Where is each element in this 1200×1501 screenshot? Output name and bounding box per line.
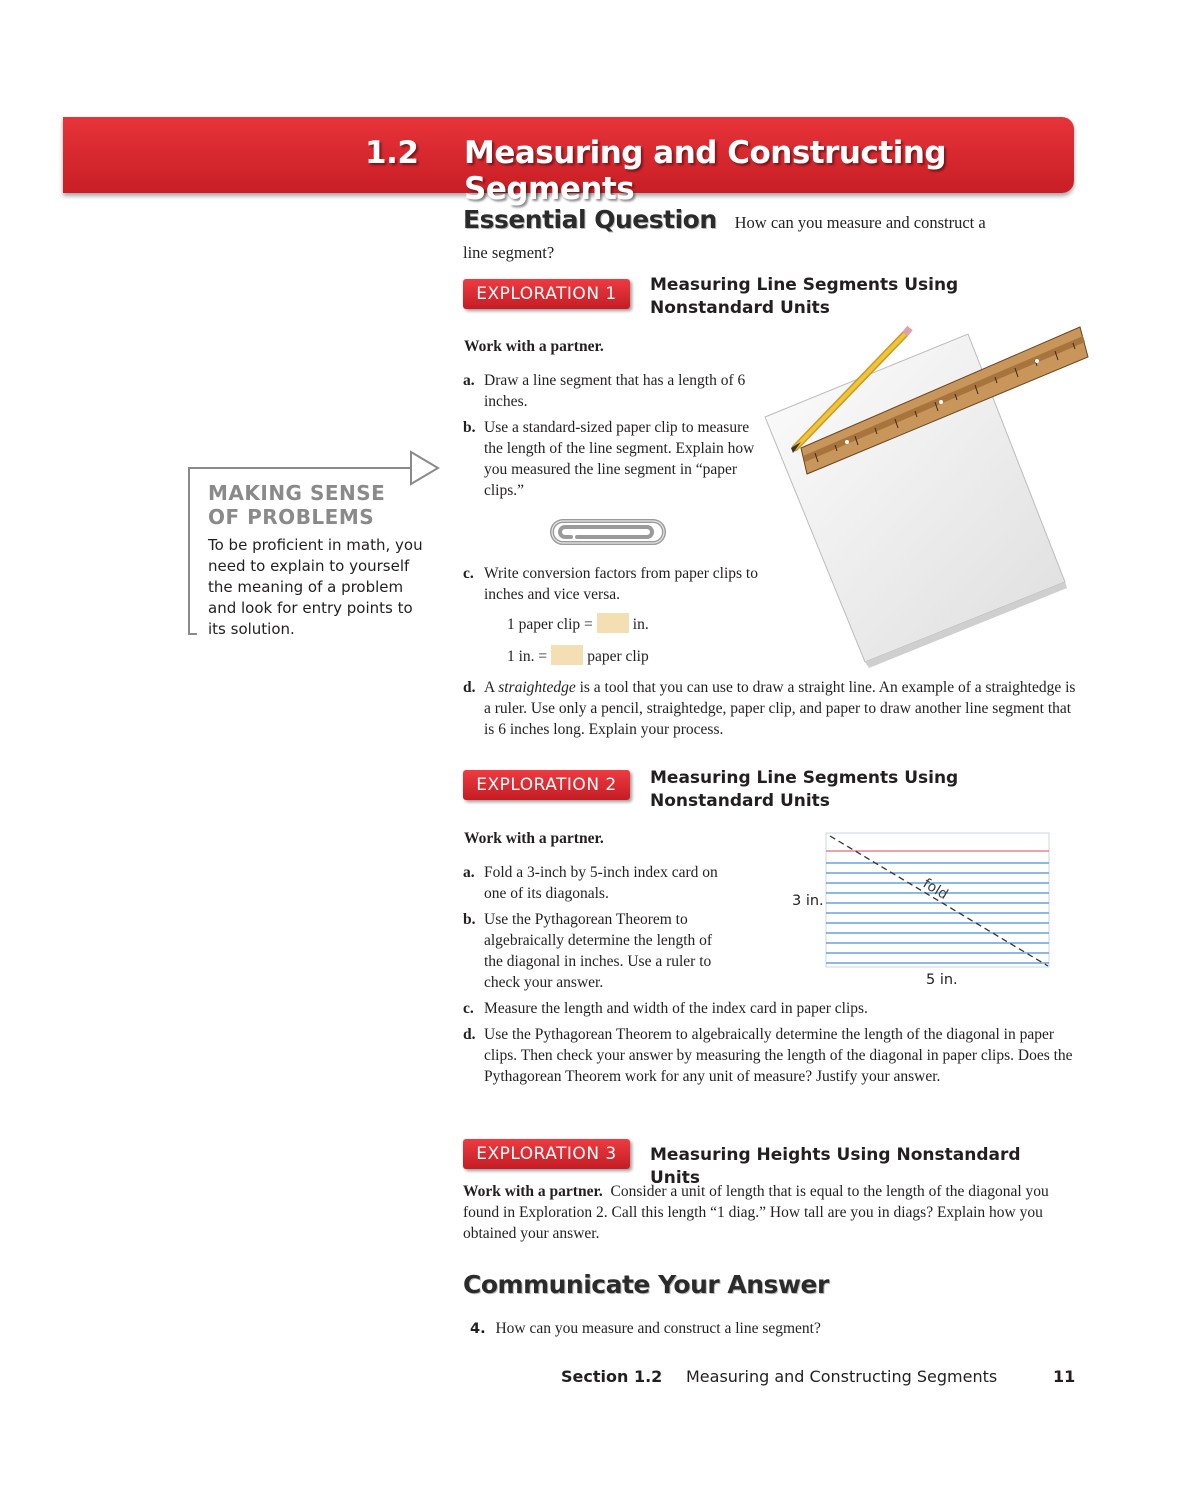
making-sense-title: MAKING SENSE OF PROBLEMS xyxy=(208,481,386,529)
page-number: 11 xyxy=(1053,1367,1076,1386)
exploration-1-work-label: Work with a partner. xyxy=(464,338,604,355)
question-4 xyxy=(470,1318,821,1340)
exploration-2-item-b: b. Use the Pythagorean Theorem to algebraically determine the length of the diagonal in inches. Use a ruler to check your answer. xyxy=(463,911,713,991)
paper-ruler-pencil-image xyxy=(755,322,1090,670)
conversion-row-2: 1 in. = paper clip xyxy=(507,645,649,667)
essential-question-label: Essential Question xyxy=(463,205,717,234)
card-height-label: 3 in. xyxy=(792,893,824,909)
exploration-1-badge: EXPLORATION 1 xyxy=(463,279,630,309)
exploration-3-text: Consider a unit of length that is equal to the length of the diagonal you found in Exploration 2. Call this length “1 diag.” How tall are you in diags? Explain how you obtained your answer. xyxy=(463,1183,1049,1242)
exploration-2-badge: EXPLORATION 2 xyxy=(463,770,630,800)
exploration-3-work-label: Work with a partner. xyxy=(463,1183,603,1200)
fold-label: fold xyxy=(919,875,951,903)
exploration-2-title: Measuring Line Segments Using Nonstandard Units xyxy=(650,768,959,811)
communicate-heading: Communicate Your Answer xyxy=(463,1270,829,1299)
answer-box-2[interactable] xyxy=(551,645,583,665)
exploration-1-item-a: a. Draw a line segment that has a length of 6 inches. xyxy=(463,372,746,410)
card-width-label: 5 in. xyxy=(926,972,958,988)
essential-question xyxy=(463,205,1083,234)
answer-box-1[interactable] xyxy=(597,613,629,633)
section-title: Measuring and Constructing Segments xyxy=(464,135,947,207)
question-4-number: 4. xyxy=(470,1321,486,1337)
conversion-row-1: 1 paper clip = in. xyxy=(507,613,649,635)
exploration-2-work-label: Work with a partner. xyxy=(464,830,604,847)
footer-section: Section 1.2 xyxy=(561,1367,663,1386)
exploration-3-title: Measuring Heights Using Nonstandard Units xyxy=(650,1145,1021,1188)
exploration-3-badge: EXPLORATION 3 xyxy=(463,1139,630,1169)
exploration-2-item-c: c. Measure the length and width of the index card in paper clips. xyxy=(463,1000,868,1017)
exploration-1-item-c: c. Write conversion factors from paper clips to inches and vice versa. xyxy=(463,565,758,603)
section-header-banner xyxy=(63,117,1074,207)
exploration-1-item-d: d. A straightedge is a tool that you can use to draw a straight line. An example of a straightedge is a ruler. Use only a pencil, straightedge, paper clip, and paper to draw another line segment that is 6 inches long. Explain your process. xyxy=(463,679,1076,738)
index-card-image xyxy=(822,830,1054,972)
exploration-3-body xyxy=(463,1181,1063,1244)
exploration-2-item-d: d. Use the Pythagorean Theorem to algebraically determine the length of the diagonal in paper clips. Then check your answer by measuring the length of the diagonal in paper clips. Does the Pythagorean Theorem work for any unit of measure? Justify your answer. xyxy=(463,1026,1073,1085)
exploration-2-item-a: a. Fold a 3-inch by 5-inch index card on one of its diagonals. xyxy=(463,864,718,902)
exploration-1-title: Measuring Line Segments Using Nonstandard Units xyxy=(650,275,959,318)
exploration-1-item-b: b. Use a standard-sized paper clip to measure the length of the line segment. Explain how you measured the line segment in “paper clips.” xyxy=(463,419,755,499)
question-4-text: How can you measure and construct a line segment? xyxy=(495,1320,821,1337)
footer-title: Measuring and Constructing Segments xyxy=(686,1367,998,1386)
section-number: 1.2 xyxy=(365,135,419,171)
essential-question-text-2: line segment? xyxy=(463,243,555,262)
essential-question-text-1: How can you measure and construct a xyxy=(734,213,986,232)
making-sense-body: To be proficient in math, you need to explain to yourself the meaning of a problem and look for entry points to its solution. xyxy=(208,536,423,638)
paper-clip-image xyxy=(547,516,669,548)
